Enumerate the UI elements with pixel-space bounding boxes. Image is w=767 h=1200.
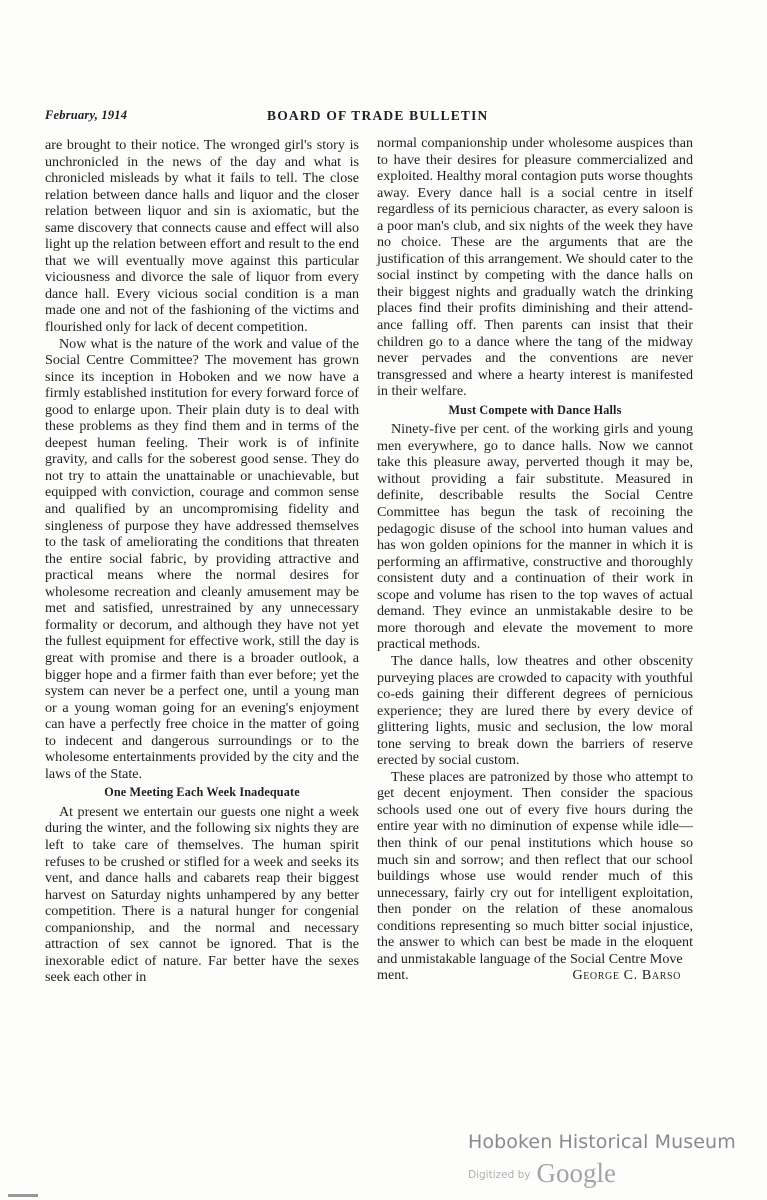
paragraph: These places are patronized by those who attempt to get decent enjoyment. Then consider the spacious schools used one out of every five hours during the entire year with no diminution of expense while idle—then think of our penal institutions which house so much sin and sorrow; and then reflect that our school buildings whose use would render much of this unnecessary, fairly cry out for intelligent exploitation, then ponder on the relation of these anomalous conditions representing so much bitter social injustice, the answer to which can best be made in the eloquent and unmistakable language of the Social Centre Move [377,768,693,967]
publication-title: BOARD OF TRADE BULLETIN [267,108,489,123]
running-head [45,108,705,128]
paragraph: The dance halls, low theatres and other obscenity purveying places are crowded to capacity with youthful co-eds gaining their different degrees of pernicious experience; they are lured there by every device of glittering lights, music and seclusion, the low moral tone serving to break down the barriers of reserve erected by social custom. [377,652,693,769]
digitization-watermark [468,1131,736,1188]
issue-date: February, 1914 [45,108,128,122]
paragraph: At present we entertain our guests one night a week during the winter, and the following six nights they are left to take care of themselves. The human spirit refuses to be crushed or stifled for a week and seeks its vent, and dance halls and cabarets reap their biggest harvest on Saturday nights unhampered by any better competition. There is a natural hunger for congenial companionship, and the normal and necessary attraction of sex cannot be ignored. That is the inexorable edict of nature. Far better have the sexes seek each other in [45,803,359,986]
google-credit [468,1158,668,1189]
digitized-by-label: Digitized by [468,1169,531,1181]
museum-credit: Hoboken Historical Museum [468,1131,736,1153]
paragraph: Now what is the nature of the work and value of the Social Centre Committee? The movement has grown since its inception in Hoboken and we now have a firmly established institution for every forward force of good to enlarge upon. Their plain duty is to deal with these problems as they find them and in terms of the deepest human feeling. Their work is of infinite gravity, and calls for the soberest good sense. They do not try to attain the unattainable or unachievable, but equipped with conviction, courage and common sense and qualified by an uncompromising fidelity and singleness of purpose they have addressed themselves to the task of ameliorating the conditions that threaten the entire social fabric, by providing attractive and practical means where the normal desires for wholesome recreation and cleanly amusement may be met and satisfied, unrestrained by any unnecessary formality or decorum, and although they have not yet the fullest equipment for effective work, still the day is great with promise and there is a broader outlook, a bigger hope and a firmer faith than ever before; yet the system can never be a perfect one, until a young man or a young woman going for an evening's enjoyment can have a perfectly free choice in the matter of going to indecent and dangerous surroundings or to the wholesome entertainments provided by the city and the laws of the State. [45,335,359,782]
paragraph: Ninety-five per cent. of the working girls and young men everywhere, go to dance halls. Now we cannot take this pleasure away, perverted though it may be, without providing a fair substitute. Measured in definite, describable results the Social Centre Committee has begun the task of recoining the pedagogic disuse of the school into human values and has won golden opinions for the manner in which it is performing an affirmative, constructive and thoroughly consistent duty and a continuation of their work in scope and volume has risen to the top waves of actual demand. They evince an unmistakable desire to be more thorough and elevate the movement to more practical methods. [377,421,693,653]
author-signature: George C. Barso [572,967,681,984]
scan-artifact [8,1194,38,1197]
left-column [45,137,359,986]
paragraph: normal companionship under wholesome auspices than to have their desires for pleasure commercialized and exploited. Healthy moral contagion puts worse thoughts away. Every dance hall is a social centre in itself regardless of its pernicious character, as every saloon is a poor man's club, and six nights of the week they have no choice. These are the arguments that are the justification of this arrangement. We should cater to the social instinct by competing with the dance halls on their biggest nights and gradually watch the drinking places find their profits diminishing and their attendance falling off. Then parents can insist that their children go to a dance where the tang of the midway never pervades and the conventions are never transgressed and where a hearty interest is manifested in their welfare. [377,135,693,400]
signature-line [377,967,693,984]
section-subheading: Must Compete with Dance Halls [448,402,622,417]
section-subheading: One Meeting Each Week Inadequate [104,785,300,800]
google-logo: Google [536,1158,616,1188]
closing-word: ment. [377,967,409,984]
right-column [377,135,693,984]
paragraph: are brought to their notice. The wronged girl's story is unchronicled in the news of the day and what is chronicled misleads by what it fails to tell. The close relation between dance halls and liquor and the closer relation between liquor and sin is axiomatic, but the same discovery that connects cause and effect will also light up the relation between effort and result to the end that we will eventually move against this particular viciousness and divorce the sale of liquor from every dance hall. Every vicious social condition is a man made one and not of the fashioning of the victims and flourished only for lack of decent competition. [45,137,359,336]
